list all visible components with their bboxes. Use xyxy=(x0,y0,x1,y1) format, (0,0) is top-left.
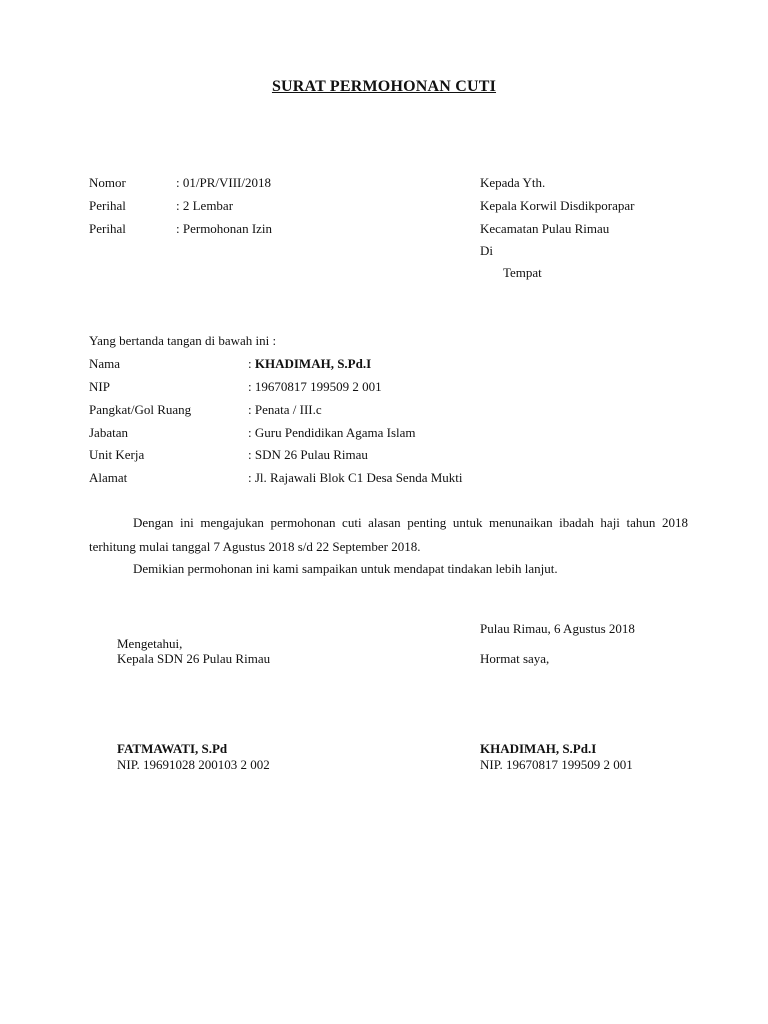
body-paragraph-1: Dengan ini mengajukan permohonan cuti alasan penting untuk menunaikan ibadah haji tahun 2018 terhitung mulai tanggal 7 Agustus 2018 s/d 22 September 2018. xyxy=(89,515,688,554)
header-label-perihal-1: Perihal xyxy=(89,198,126,213)
recipient-line-4: Di xyxy=(480,243,493,258)
recipient-line-1: Kepada Yth. xyxy=(480,175,546,190)
identity-value-jabatan: : Guru Pendidikan Agama Islam xyxy=(248,425,416,440)
right-signature-line-1: Hormat saya, xyxy=(480,651,550,666)
left-signatory-nip: NIP. 19691028 200103 2 002 xyxy=(117,757,270,772)
recipient-line-5: Tempat xyxy=(503,265,542,280)
recipient-line-2: Kepala Korwil Disdikporapar xyxy=(480,198,635,213)
identity-label-nama: Nama xyxy=(89,356,121,371)
header-value-nomor: : 01/PR/VIII/2018 xyxy=(176,175,271,190)
left-signature-line-2: Kepala SDN 26 Pulau Rimau xyxy=(117,651,271,666)
identity-value-alamat: : Jl. Rajawali Blok C1 Desa Senda Mukti xyxy=(248,470,463,485)
identity-value-nip: : 19670817 199509 2 001 xyxy=(248,379,382,394)
intro-text: Yang bertanda tangan di bawah ini : xyxy=(89,333,277,348)
left-signature-line-1: Mengetahui, xyxy=(117,636,183,651)
header-value-perihal-1: : 2 Lembar xyxy=(176,198,234,213)
identity-label-alamat: Alamat xyxy=(89,470,128,485)
identity-label-jabatan: Jabatan xyxy=(89,425,128,440)
place-date: Pulau Rimau, 6 Agustus 2018 xyxy=(480,621,635,636)
right-signatory-nip: NIP. 19670817 199509 2 001 xyxy=(480,757,633,772)
identity-label-nip: NIP xyxy=(89,379,110,394)
letter-title: SURAT PERMOHONAN CUTI xyxy=(271,78,497,95)
identity-value-nama: : KHADIMAH, S.Pd.I xyxy=(248,356,372,371)
right-signatory-name: KHADIMAH, S.Pd.I xyxy=(480,741,597,756)
header-label-nomor: Nomor xyxy=(89,175,126,190)
identity-label-unit-kerja: Unit Kerja xyxy=(89,447,145,462)
identity-value-unit-kerja: : SDN 26 Pulau Rimau xyxy=(248,447,368,462)
header-value-perihal-2: : Permohonan Izin xyxy=(176,221,273,236)
header-label-perihal-2: Perihal xyxy=(89,221,126,236)
identity-label-pangkat: Pangkat/Gol Ruang xyxy=(89,402,192,417)
body-paragraph-2: Demikian permohonan ini kami sampaikan untuk mendapat tindakan lebih lanjut. xyxy=(133,561,558,576)
recipient-line-3: Kecamatan Pulau Rimau xyxy=(480,221,610,236)
identity-value-pangkat: : Penata / III.c xyxy=(248,402,322,417)
left-signatory-name: FATMAWATI, S.Pd xyxy=(117,741,228,756)
